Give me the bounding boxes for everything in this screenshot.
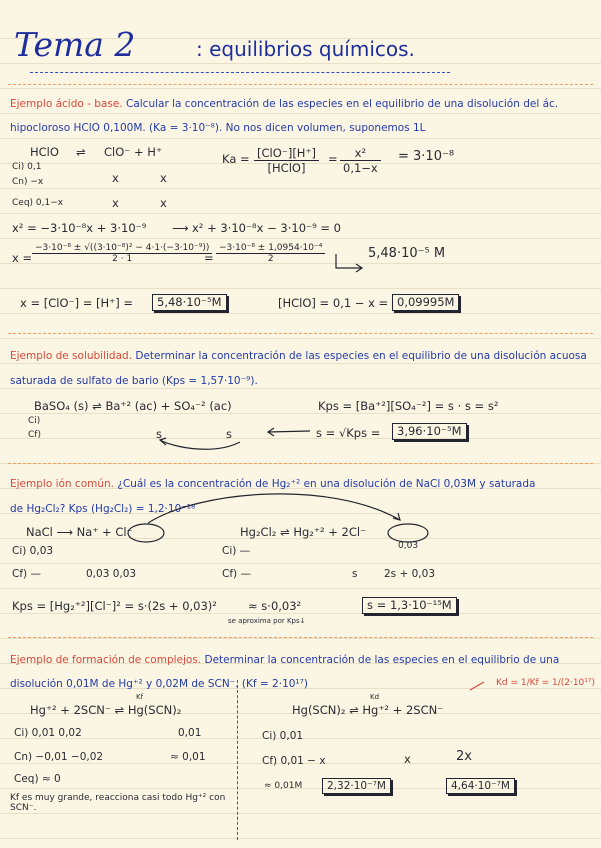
ex4-text1: Determinar la concentración de las especies en el equilibrio de una — [204, 654, 560, 666]
ex3-cf2: Cf) — — [222, 568, 251, 580]
ex2-statement — [10, 350, 587, 362]
ex4-r-box2: 4,64·10⁻⁷M — [446, 778, 515, 794]
ex3-s-box: s = 1,3·10⁻¹⁵M — [362, 597, 457, 614]
ex3-cf1-vals: 0,03 0,03 — [86, 568, 137, 580]
ex4-r-ci: Ci) 0,01 — [262, 730, 304, 742]
ex4-heading: Ejemplo de formación de complejos. — [10, 654, 202, 666]
ex1-sol-num2: −3·10⁻⁸ ± 1,0954·10⁻⁴ — [216, 243, 325, 254]
ex2-ci: Ci) — [28, 416, 41, 426]
ex4-r-cf: Cf) 0,01 − x — [262, 755, 326, 767]
ex1-text2: hipocloroso HClO 0,100M. (Ka = 3·10⁻⁸). No nos dicen volumen, suponemos 1L — [10, 122, 426, 134]
ex3-ci2: Ci) — — [222, 545, 251, 557]
title-underline — [30, 72, 450, 73]
ex4-r-2x: 2x — [456, 749, 472, 764]
ex1-quad2: x² + 3·10⁻⁸x − 3·10⁻⁹ = 0 — [192, 221, 341, 235]
ex1-ka-den2: 0,1−x — [343, 161, 378, 175]
ex1-ceq: Ceq) 0,1−x — [12, 198, 64, 208]
divider-4 — [8, 637, 593, 638]
circle-cl-1 — [128, 524, 164, 542]
arrowhead-s-back — [268, 428, 274, 436]
arrow-s-back — [268, 431, 310, 432]
ex1-ka-left: Ka = — [222, 152, 250, 166]
ex1-final-right: [HClO] = 0,1 − x = — [278, 296, 389, 310]
ex1-statement — [10, 98, 558, 110]
ex1-sol-frac2 — [216, 243, 325, 264]
ex1-ka-num2: x² — [340, 146, 381, 161]
ex1-ka-num: [ClO⁻][H⁺] — [254, 146, 319, 161]
ex3-text1: ¿Cuál es la concentración de Hg₂⁺² en una disolución de NaCl 0,03M y saturada — [117, 478, 536, 490]
ex3-statement — [10, 478, 535, 490]
ex2-text2: saturada de sulfato de bario (Kps = 1,57·10⁻⁹). — [10, 375, 258, 387]
ex3-under-cl: 0,03 — [398, 541, 419, 551]
ex4-l-cn3: ≈ 0,01 — [170, 751, 206, 763]
arrowhead-result — [356, 264, 362, 272]
ex3-cf2-s: s — [352, 568, 358, 580]
ex4-statement — [10, 654, 559, 666]
ex3-text2: de Hg₂Cl₂? Kps (Hg₂Cl₂) = 1,2·10⁻¹⁸ — [10, 503, 196, 515]
ex1-rx-reactant: HClO — [30, 145, 59, 159]
ex2-rx: BaSO₄ (s) ⇌ Ba⁺² (ac) + SO₄⁻² (ac) — [34, 399, 232, 413]
ex3-cf2-2s: 2s + 0,03 — [384, 568, 436, 580]
ex1-quad-arrow: ⟶ — [172, 221, 189, 235]
ex4-note: Kf es muy grande, reacciona casi todo Hg⁺² con SCN⁻. — [10, 793, 226, 814]
ex1-cn: Cn) −x — [12, 177, 44, 187]
ex1-sol-x: x = — [12, 251, 33, 265]
ex3-heading: Ejemplo ión común. — [10, 478, 114, 490]
ex4-r-x: x — [404, 752, 411, 766]
divider-1 — [8, 84, 593, 85]
ex4-kd-note: Kd = 1/Kf = 1/(2·10¹⁷) — [496, 678, 596, 688]
ex1-heading: Ejemplo ácido - base. — [10, 98, 123, 110]
ex1-text1: Calcular la concentración de las especies en el equilibrio de una disolución del ác. — [125, 98, 559, 110]
arrow-s-curve — [160, 440, 240, 449]
ex1-ka-eq: = — [328, 152, 338, 166]
ex1-rx-products: ClO⁻ + H⁺ — [104, 145, 163, 159]
ex3-approx-note: se aproxima por Kps↓ — [228, 617, 306, 625]
ex4-text2: disolución 0,01M de Hg⁺² y 0,02M de SCN⁻. (Kf = 2·10¹⁷) — [10, 678, 308, 690]
ex2-s-expr: s = √Kps = — [316, 426, 381, 440]
ex4-column-divider — [237, 680, 238, 840]
ex1-ci: Ci) 0,1 — [12, 162, 42, 172]
ex3-ci1: Ci) 0,03 — [12, 545, 54, 557]
ex1-ka-den: [HClO] — [267, 161, 306, 175]
ex3-approx: ≈ s·0,03² — [248, 599, 302, 613]
ex1-final-left: x = [ClO⁻] = [H⁺] = — [20, 296, 134, 310]
ex2-s1: s — [156, 427, 162, 441]
ex4-kf: Kf — [136, 693, 144, 701]
circle-cl-2 — [388, 524, 428, 542]
ex3-cf1: Cf) — — [12, 568, 41, 580]
ex1-x4: x — [160, 196, 167, 210]
ex1-x2: x — [160, 171, 167, 185]
ex1-x1: x — [112, 171, 119, 185]
ex1-final-box2: 0,09995M — [392, 294, 459, 311]
ex2-cf: Cf) — [28, 430, 41, 440]
page-subtitle: : equilibrios químicos. — [196, 37, 415, 61]
page-title: Tema 2 — [14, 25, 136, 64]
ex2-s2: s — [226, 427, 232, 441]
ex1-sol-num: −3·10⁻⁸ ± √((3·10⁻⁸)² − 4·1·(−3·10⁻⁹)) — [32, 243, 212, 254]
ex4-rx-right: Hg(SCN)₂ ⇌ Hg⁺² + 2SCN⁻ — [292, 703, 444, 717]
ex1-sol-frac — [32, 243, 212, 264]
divider-2 — [8, 333, 593, 334]
ex4-rx-left: Hg⁺² + 2SCN⁻ ⇌ Hg(SCN)₂ — [30, 703, 182, 717]
ex4-r-approx: ≈ 0,01M — [264, 781, 303, 791]
ex1-ka-val: = 3·10⁻⁸ — [398, 149, 455, 164]
ex4-r-box1: 2,32·10⁻⁷M — [322, 778, 391, 794]
ex2-text1: Determinar la concentración de las especies en el equilibrio de una disolución acuosa — [135, 350, 587, 362]
ex3-rx2: Hg₂Cl₂ ⇌ Hg₂⁺² + 2Cl⁻ — [240, 525, 367, 539]
ex4-l-cn: Cn) −0,01 −0,02 — [14, 751, 104, 763]
ex1-sol-den2: 2 — [267, 254, 274, 264]
divider-3 — [8, 463, 593, 464]
ex2-s-box: 3,96·10⁻⁵M — [392, 423, 467, 440]
ex3-kps-line: Kps = [Hg₂⁺²][Cl⁻]² = s·(2s + 0,03)² — [12, 599, 217, 613]
ex1-x3: x — [112, 196, 119, 210]
ex1-sol-eq: = — [204, 251, 214, 265]
ex4-l-ci: Ci) 0,01 0,02 — [14, 727, 82, 739]
ex4-l-ceq: Ceq) ≈ 0 — [14, 773, 61, 785]
ex1-sol-result: 5,48·10⁻⁵ M — [368, 246, 446, 261]
ex4-kd: Kd — [370, 693, 380, 701]
arrow-kd-note — [470, 682, 484, 690]
ex1-quad1: x² = −3·10⁻⁸x + 3·10⁻⁹ — [12, 221, 147, 235]
ex1-ka-frac2 — [340, 146, 381, 175]
arrowhead-common-ion — [393, 513, 400, 520]
ex1-rx-arrow: ⇌ — [76, 145, 86, 159]
ex1-final-box: 5,48·10⁻⁵M — [152, 294, 227, 311]
ex1-sol-den: 2 · 1 — [112, 254, 133, 264]
ex2-heading: Ejemplo de solubilidad. — [10, 350, 133, 362]
ex1-ka-frac — [254, 146, 319, 175]
ex4-l-ci3: 0,01 — [178, 727, 202, 739]
ex3-rx1: NaCl ⟶ Na⁺ + Cl⁻ — [26, 525, 133, 539]
arrow-to-result — [336, 254, 362, 268]
ex2-kps: Kps = [Ba⁺²][SO₄⁻²] = s · s = s² — [318, 399, 499, 413]
